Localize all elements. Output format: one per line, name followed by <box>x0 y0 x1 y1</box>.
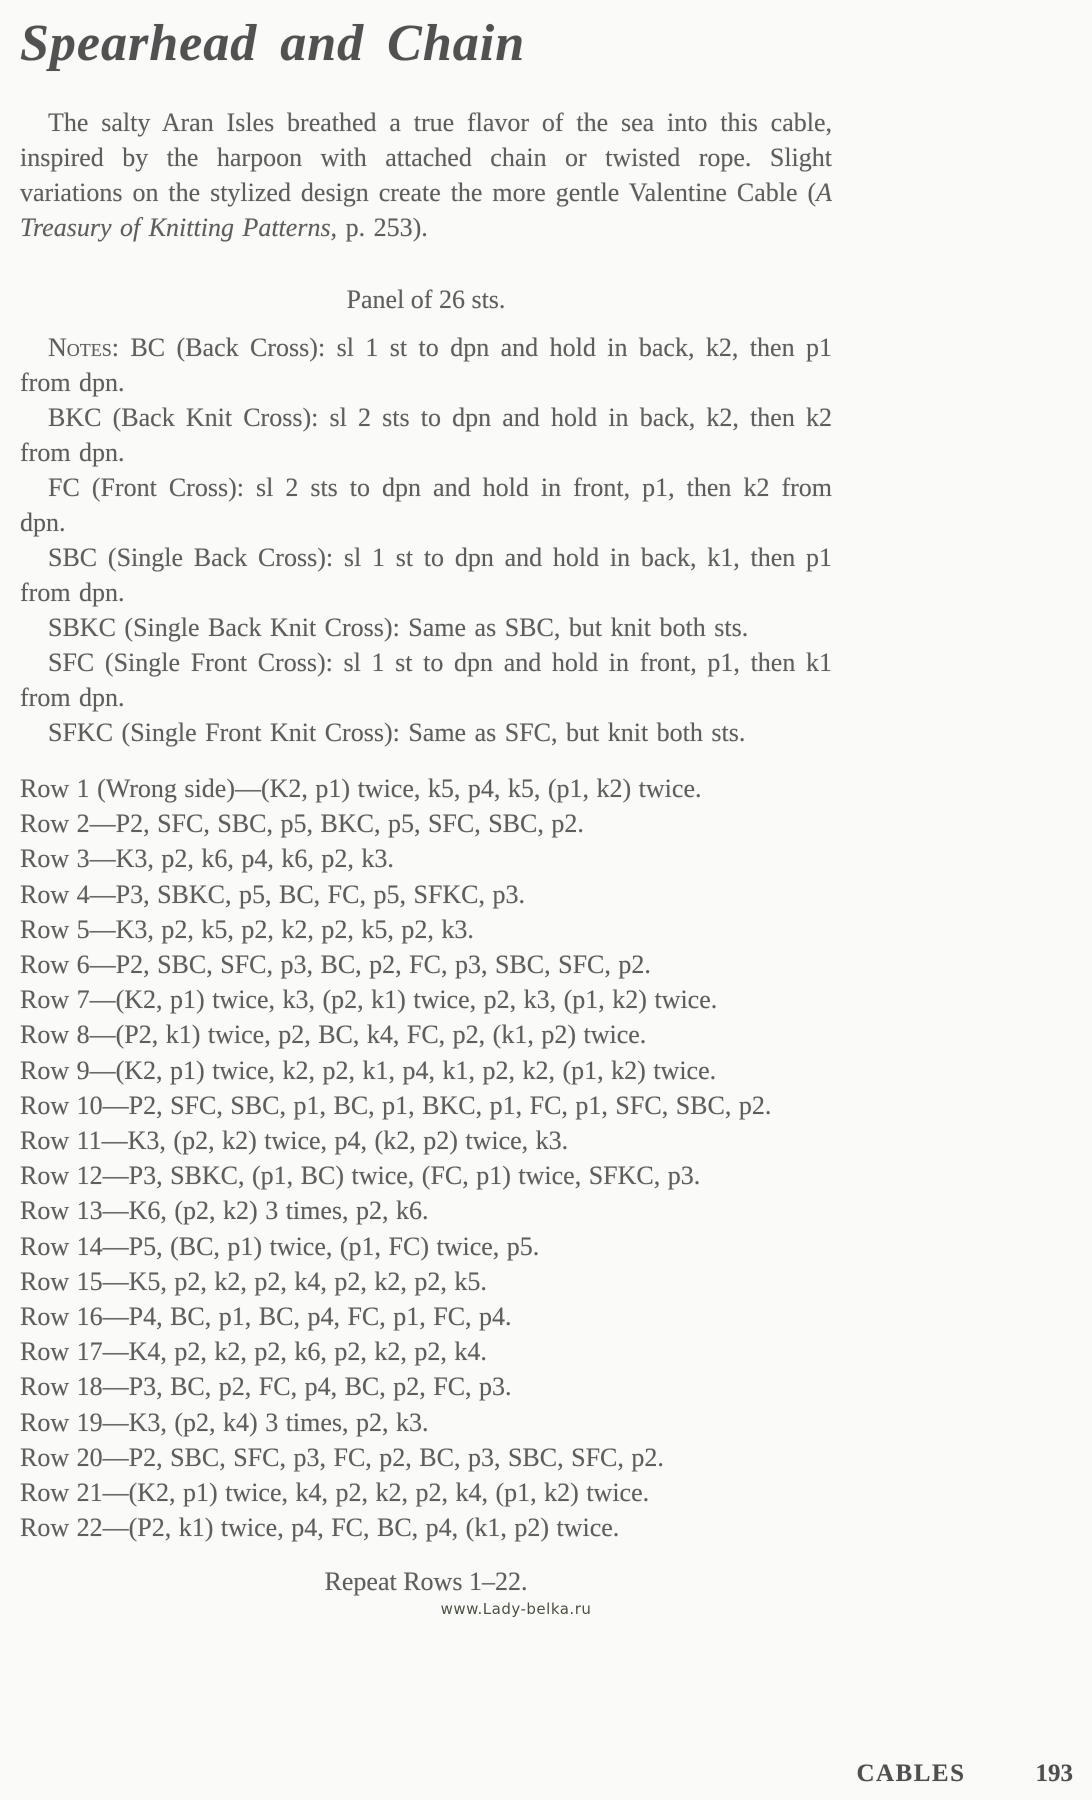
note-paragraph: SBC (Single Back Cross): sl 1 st to dpn and hold in back, k1, then p1 from dpn. <box>20 543 832 607</box>
row-line: Row 19—K3, (p2, k4) 3 times, p2, k3. <box>20 1407 429 1437</box>
row-line: Row 4—P3, SBKC, p5, BC, FC, p5, SFKC, p3. <box>20 879 526 909</box>
note-paragraph: SFC (Single Front Cross): sl 1 st to dpn and hold in front, p1, then k1 from dpn. <box>20 648 832 712</box>
intro-paragraph <box>20 105 832 245</box>
row-line: Row 22—(P2, k1) twice, p4, FC, BC, p4, (k1, p2) twice. <box>20 1513 620 1543</box>
watermark-url: www.Lady-belka.ru <box>440 1600 592 1619</box>
row-line: Row 8—(P2, k1) twice, p2, BC, k4, FC, p2, (k1, p2) twice. <box>20 1020 647 1050</box>
row-line: Row 21—(K2, p1) twice, k4, p2, k2, p2, k4, (p1, k2) twice. <box>20 1478 650 1508</box>
pattern-rows-section <box>20 771 822 1545</box>
notes-label: Notes: <box>48 333 119 362</box>
row-line: Row 2—P2, SFC, SBC, p5, BKC, p5, SFC, SBC, p2. <box>20 809 584 839</box>
footer-page-number: 193 <box>1035 1760 1073 1787</box>
row-line: Row 7—(K2, p1) twice, k3, (p2, k1) twice, p2, k3, (p1, k2) twice. <box>20 985 718 1015</box>
notes-section <box>20 330 832 750</box>
page-title: Spearhead and Chain <box>20 15 526 72</box>
row-line: Row 10—P2, SFC, SBC, p1, BC, p1, BKC, p1, FC, p1, SFC, SBC, p2. <box>20 1090 772 1120</box>
page-footer <box>856 1760 1073 1788</box>
row-line: Row 20—P2, SBC, SFC, p3, FC, p2, BC, p3, SBC, SFC, p2. <box>20 1442 664 1472</box>
panel-stitch-count: Panel of 26 sts. <box>346 285 506 314</box>
row-line: Row 12—P3, SBKC, (p1, BC) twice, (FC, p1) twice, SFKC, p3. <box>20 1161 701 1191</box>
note-paragraph: FC (Front Cross): sl 2 sts to dpn and hold in front, p1, then k2 from dpn. <box>20 473 832 537</box>
note-paragraph: SBKC (Single Back Knit Cross): Same as SBC, but knit both sts. <box>48 613 749 642</box>
note-paragraph: BKC (Back Knit Cross): sl 2 sts to dpn and hold in back, k2, then k2 from dpn. <box>20 403 832 467</box>
row-line: Row 6—P2, SBC, SFC, p3, BC, p2, FC, p3, SBC, SFC, p2. <box>20 950 651 980</box>
note-paragraph: SFKC (Single Front Knit Cross): Same as SFC, but knit both sts. <box>48 718 746 747</box>
row-line: Row 14—P5, (BC, p1) twice, (p1, FC) twice, p5. <box>20 1231 540 1261</box>
note-text: BC (Back Cross): sl 1 st to dpn and hold in back, k2, then p1 from dpn. <box>20 333 833 397</box>
intro-text-before: The salty Aran Isles breathed a true flavor of the sea into this cable, inspired by the harpoon with attached chain or twisted rope. Slight variations on the stylized design create the more gentle Valentine Cable ( <box>20 108 832 207</box>
row-line: Row 16—P4, BC, p1, BC, p4, FC, p1, FC, p4. <box>20 1302 512 1332</box>
row-line: Row 13—K6, (p2, k2) 3 times, p2, k6. <box>20 1196 429 1226</box>
row-line: Row 11—K3, (p2, k2) twice, p4, (k2, p2) twice, k3. <box>20 1126 569 1156</box>
row-line: Row 1 (Wrong side)—(K2, p1) twice, k5, p4, k5, (p1, k2) twice. <box>20 774 702 803</box>
row-line: Row 3—K3, p2, k6, p4, k6, p2, k3. <box>20 844 394 874</box>
watermark-container <box>110 1600 922 1619</box>
row-line: Row 5—K3, p2, k5, p2, k2, p2, k5, p2, k3. <box>20 914 474 944</box>
row-line: Row 17—K4, p2, k2, p2, k6, p2, k2, p2, k4. <box>20 1337 487 1367</box>
text-column <box>20 0 832 1619</box>
row-line: Row 18—P3, BC, p2, FC, p4, BC, p2, FC, p3. <box>20 1372 512 1402</box>
footer-chapter-label: CABLES <box>856 1760 966 1787</box>
repeat-instruction: Repeat Rows 1–22. <box>324 1567 528 1597</box>
note-paragraph <box>20 330 832 400</box>
row-line: Row 15—K5, p2, k2, p2, k4, p2, k2, p2, k5. <box>20 1266 487 1296</box>
book-title-reference: A Treasury of Knitting Patterns, <box>20 178 832 242</box>
row-line: Row 9—(K2, p1) twice, k2, p2, k1, p4, k1, p2, k2, (p1, k2) twice. <box>20 1055 717 1085</box>
intro-text-after: p. 253). <box>337 213 428 242</box>
